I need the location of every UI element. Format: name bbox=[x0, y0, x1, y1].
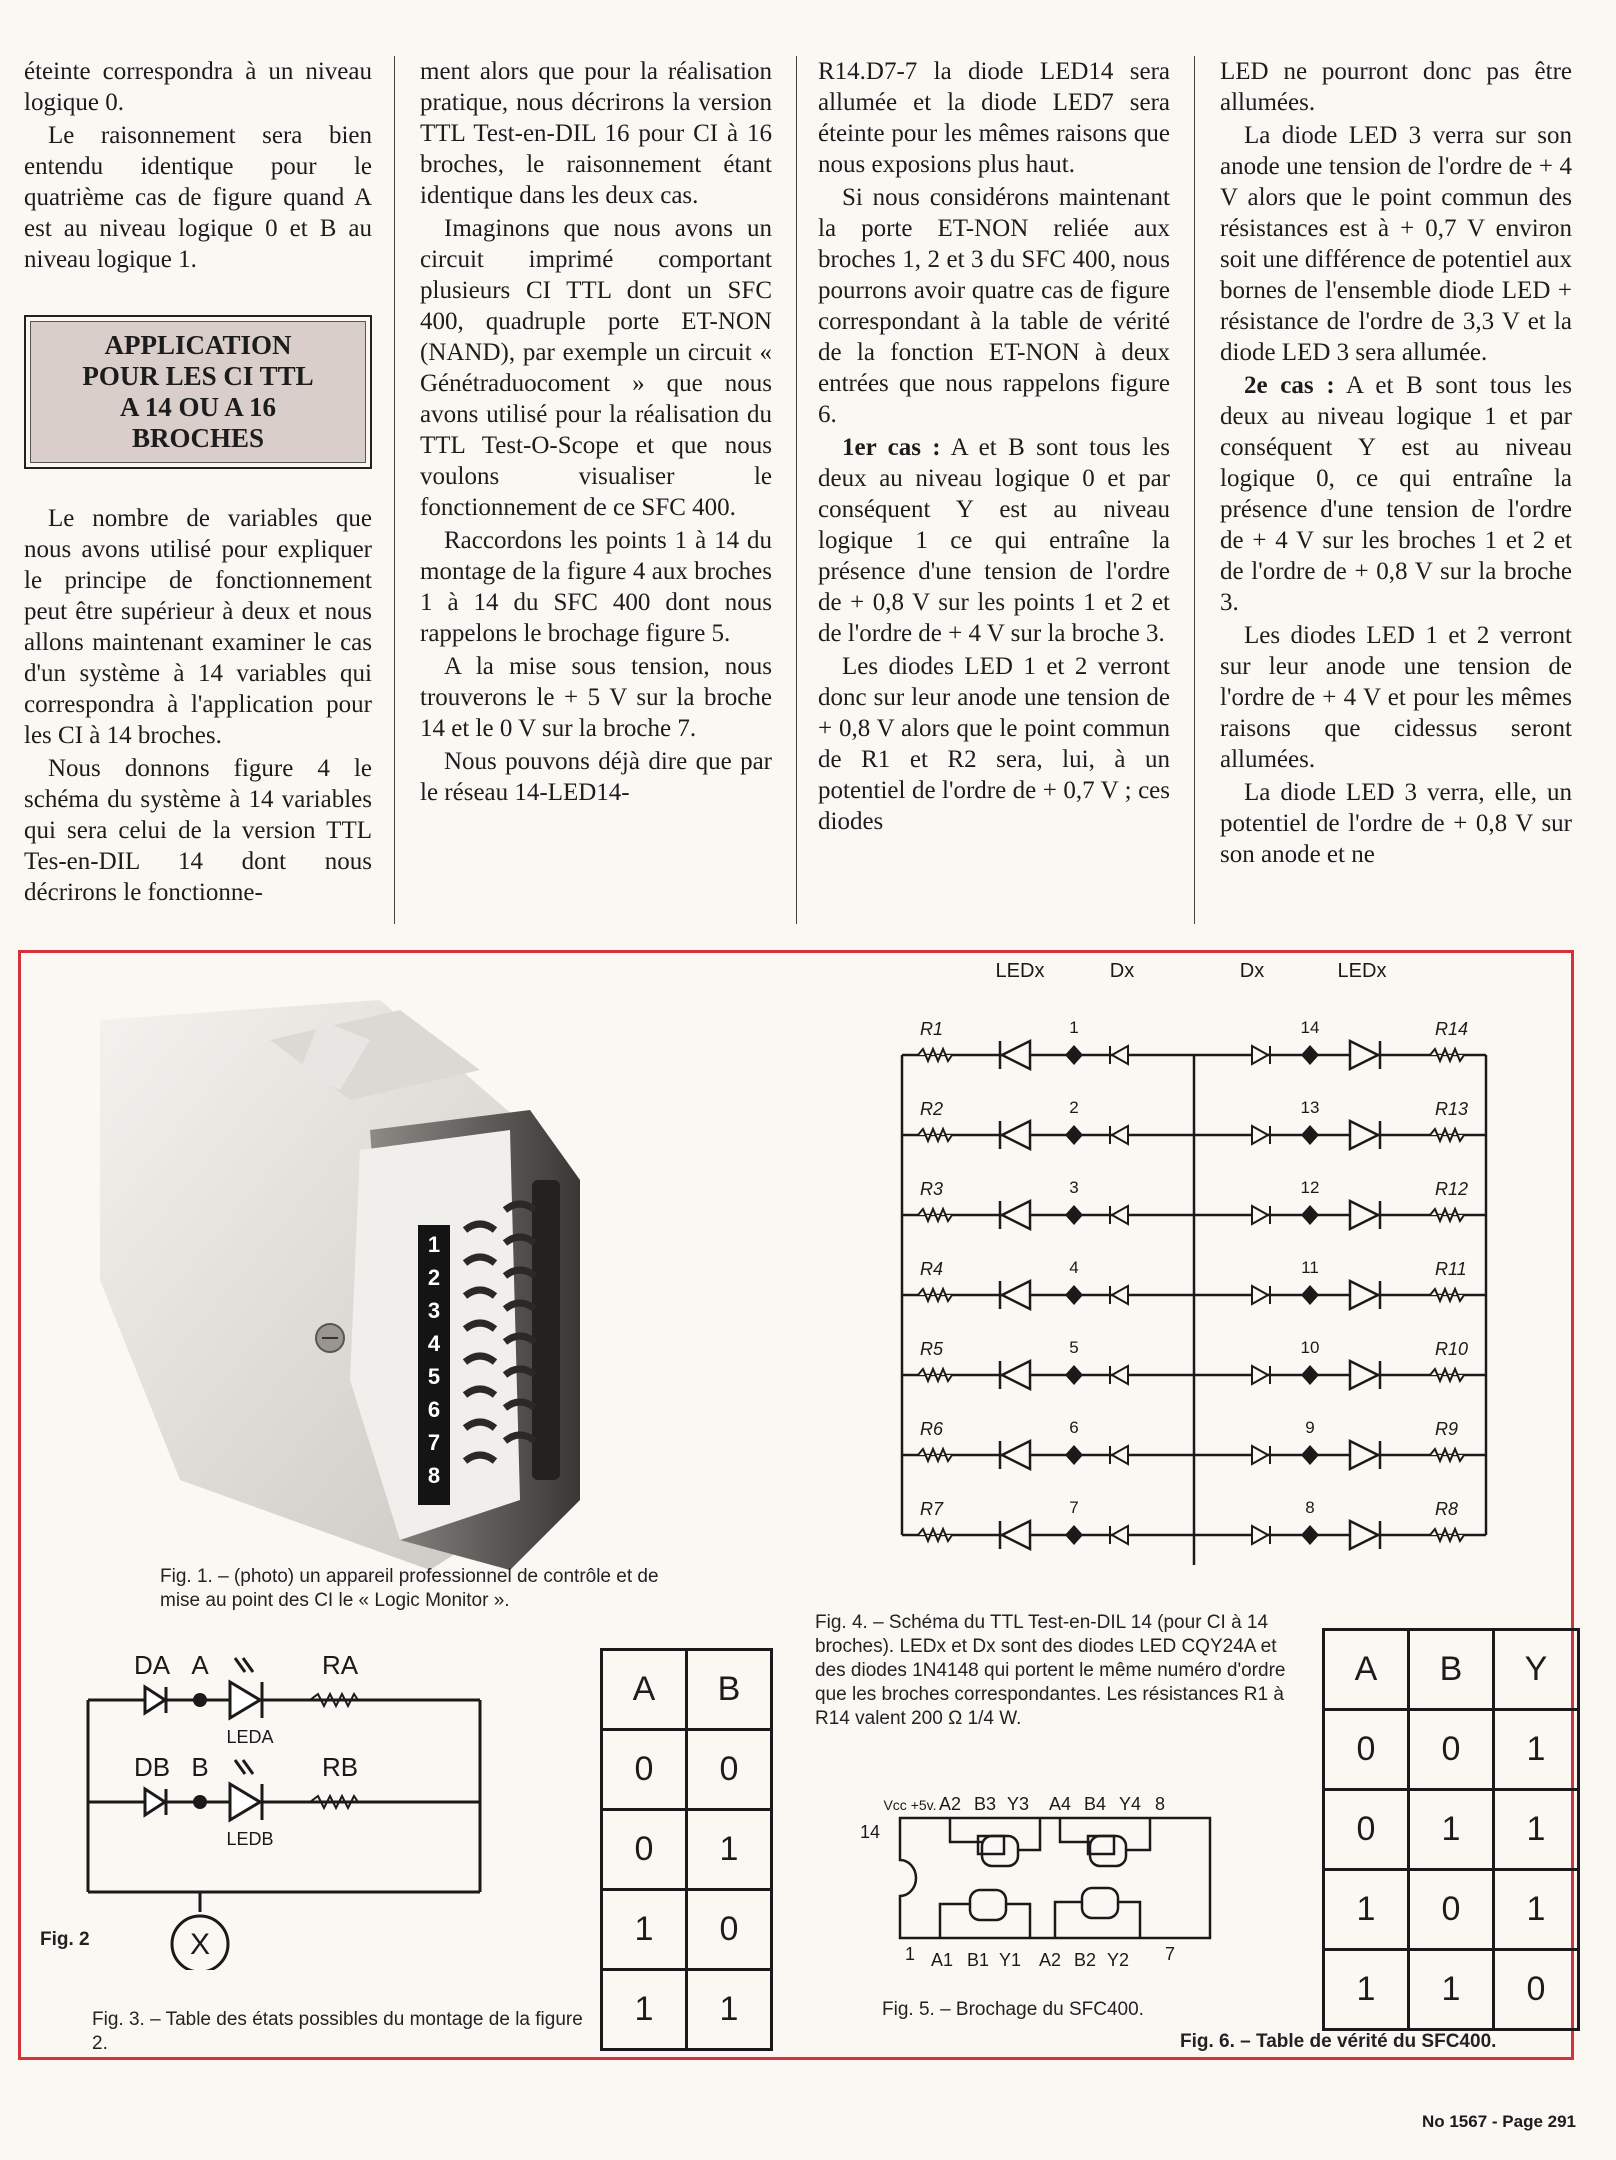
pin-number: 12 bbox=[1300, 1178, 1320, 1197]
heading-line: A 14 OU A 16 bbox=[119, 392, 277, 422]
pin-number: 14 bbox=[1300, 1018, 1320, 1037]
resistor-label: R5 bbox=[920, 1339, 944, 1359]
output-label: X bbox=[189, 1928, 211, 1961]
resistor-label: R8 bbox=[1435, 1499, 1459, 1519]
table-row: 1 0 bbox=[602, 1890, 772, 1970]
pin-label: A2 bbox=[1038, 1950, 1062, 1970]
fig5-caption: Fig. 5. – Brochage du SFC400. bbox=[882, 1999, 1144, 2020]
fig4-caption: Fig. 4. – Schéma du TTL Test-en-DIL 14 (pour CI à 14 broches). LEDx et Dx sont des diodes LED CQY24A et des diodes 1N4148 qui portent le même numéro d'ordre que les broches correspondantes. Les résistances R1 à R14 valent 200 Ω 1/4 W. bbox=[815, 1612, 1286, 1729]
table-row: 0 0 bbox=[602, 1730, 772, 1810]
fig5-pinout bbox=[850, 1770, 1230, 1985]
fig2-label: Fig. 2 bbox=[40, 1929, 90, 1950]
pin-label: B4 bbox=[1083, 1794, 1107, 1814]
pin-label: 2 bbox=[427, 1265, 441, 1290]
page-footer: No 1567 - Page 291 bbox=[1421, 2112, 1576, 2131]
pin-label: A4 bbox=[1048, 1794, 1072, 1814]
case-label: 1er cas : bbox=[842, 434, 941, 461]
pin-number: 6 bbox=[1069, 1418, 1079, 1437]
paragraph: Nous pouvons déjà dire que par le réseau 14-LED14- bbox=[420, 748, 772, 806]
node-label: A bbox=[191, 1650, 209, 1680]
paragraph: Imaginons que nous avons un circuit imprimé comportant plusieurs CI TTL dont un SFC 400, quadruple porte ET-NON (NAND), par exemple un circuit « Génétraduocoment » que nous avons utilisé pour la réalisation du TTL Test-O-Scope et que nous voulons visualiser le fonctionnement de ce SFC 400. bbox=[420, 215, 772, 521]
resistor-label: R11 bbox=[1435, 1259, 1467, 1279]
pin-number: 13 bbox=[1300, 1098, 1320, 1117]
resistor-label: R12 bbox=[1435, 1179, 1469, 1199]
paragraph: Le raisonnement sera bien entendu identique pour le quatrième cas de figure quand A est au niveau logique 0 et B au niveau logique 1. bbox=[24, 122, 372, 273]
table-row: 1 1 bbox=[602, 1970, 772, 2050]
led-label: LEDA bbox=[226, 1727, 274, 1747]
pin-label: A2 bbox=[938, 1794, 962, 1814]
text-column-2 bbox=[420, 56, 772, 810]
text-column-4 bbox=[1220, 56, 1572, 872]
case-text: A et B sont tous les deux au niveau logique 0 et par conséquent Y est au niveau logique 1 ce qui entraîne la présence d'une tension de l'ordre de + 0,8 V sur les points 1 et 2 et de l'ordre de + 4 V sur la broche 3. bbox=[818, 434, 1170, 647]
section-heading-box bbox=[24, 315, 372, 469]
heading-line: APPLICATION bbox=[104, 330, 292, 360]
pin-label: 14 bbox=[859, 1822, 881, 1842]
pin-label: 1 bbox=[427, 1232, 441, 1257]
led-label: LEDB bbox=[226, 1829, 274, 1849]
pin-number: 4 bbox=[1069, 1258, 1079, 1277]
resistor-label: R3 bbox=[920, 1179, 944, 1199]
resistor-label: R14 bbox=[1435, 1019, 1469, 1039]
resistor-label: R7 bbox=[920, 1499, 944, 1519]
fig6-truth-table bbox=[1322, 1628, 1580, 2031]
pin-label: Y4 bbox=[1118, 1794, 1142, 1814]
pin-label: 4 bbox=[427, 1331, 441, 1356]
paragraph bbox=[1220, 370, 1572, 618]
pin-label: 8 bbox=[1154, 1794, 1166, 1814]
pin-label: 1 bbox=[904, 1944, 916, 1964]
pin-label: 8 bbox=[427, 1463, 441, 1488]
logic-monitor-photo bbox=[100, 980, 680, 1570]
pin-number: 2 bbox=[1069, 1098, 1079, 1117]
column-label: LEDx bbox=[1337, 960, 1387, 982]
pin-number: 1 bbox=[1069, 1018, 1079, 1037]
pin-label: B3 bbox=[973, 1794, 997, 1814]
fig3-state-table bbox=[600, 1648, 773, 2051]
pin-label: 7 bbox=[427, 1430, 441, 1455]
pin-label: 3 bbox=[427, 1298, 441, 1323]
table-header: A bbox=[602, 1650, 687, 1730]
resistor-label: R2 bbox=[920, 1099, 944, 1119]
paragraph: Le nombre de variables que nous avons utilisé pour expliquer le principe de fonctionnement peut être supérieur à deux et nous allons maintenant examiner le cas d'un système à 14 variables qui correspondra à l'application pour les CI à 14 broches. bbox=[24, 505, 372, 749]
pin-number: 3 bbox=[1069, 1178, 1079, 1197]
table-row: 0 1 1 bbox=[1324, 1790, 1579, 1870]
paragraph: Nous donnons figure 4 le schéma du système à 14 variables qui sera celui de la version TTL Tes-en-DIL 14 dont nous décrirons le fonctionne- bbox=[24, 755, 372, 906]
pin-number: 7 bbox=[1069, 1498, 1079, 1517]
table-row: 0 0 1 bbox=[1324, 1710, 1579, 1790]
resistor-label: R1 bbox=[920, 1019, 944, 1039]
diode-label: DA bbox=[133, 1650, 171, 1680]
fig1-caption: Fig. 1. – (photo) un appareil professionnel de contrôle et de mise au point des CI le « Logic Monitor ». bbox=[160, 1566, 659, 1611]
resistor-label: R9 bbox=[1435, 1419, 1459, 1439]
fig2-schematic bbox=[40, 1640, 510, 1970]
resistor-label: R13 bbox=[1435, 1099, 1469, 1119]
pin-number: 9 bbox=[1305, 1418, 1315, 1437]
paragraph: La diode LED 3 verra, elle, un potentiel de l'ordre de + 0,8 V sur son anode et ne bbox=[1220, 779, 1572, 868]
paragraph: Si nous considérons maintenant la porte ET-NON reliée aux broches 1, 2 et 3 du SFC 400, nous pourrons avoir quatre cas de figure correspondant à la table de vérité de la fonction ET-NON à deux entrées que nous rappelons figure 6. bbox=[818, 184, 1170, 428]
pin-number: 5 bbox=[1069, 1338, 1079, 1357]
pin-label: 7 bbox=[1164, 1944, 1176, 1964]
heading-line: POUR LES CI TTL bbox=[82, 361, 314, 391]
table-header: B bbox=[687, 1650, 772, 1730]
pin-label: B1 bbox=[966, 1950, 990, 1970]
paragraph: Raccordons les points 1 à 14 du montage de la figure 4 aux broches 1 à 14 du SFC 400 dont nous rappelons le brochage figure 5. bbox=[420, 527, 772, 647]
resistor-label: R6 bbox=[920, 1419, 944, 1439]
pin-label: 5 bbox=[427, 1364, 441, 1389]
resistor-label: RB bbox=[321, 1752, 359, 1782]
column-label: LEDx bbox=[995, 960, 1045, 982]
case-label: 2e cas : bbox=[1244, 372, 1335, 399]
pin-label: 6 bbox=[427, 1397, 441, 1422]
text-column-3 bbox=[818, 56, 1170, 839]
column-label: Dx bbox=[1109, 960, 1135, 982]
table-header: A bbox=[1324, 1630, 1409, 1710]
node-label: B bbox=[191, 1752, 209, 1782]
paragraph: A la mise sous tension, nous trouverons le + 5 V sur la broche 14 et le 0 V sur la broche 7. bbox=[420, 653, 772, 742]
fig6-caption: Fig. 6. – Table de vérité du SFC400. bbox=[1180, 2031, 1497, 2052]
resistor-label: R10 bbox=[1435, 1339, 1469, 1359]
table-row: 0 1 bbox=[602, 1810, 772, 1890]
pin-label: Vcc +5v. bbox=[883, 1797, 937, 1813]
text-column-1 bbox=[24, 56, 372, 910]
table-header: Y bbox=[1494, 1630, 1579, 1710]
column-label: Dx bbox=[1239, 960, 1265, 982]
paragraph: Les diodes LED 1 et 2 verront sur leur anode une tension de l'ordre de + 4 V et pour les mêmes raisons que cidessus seront allumées. bbox=[1220, 622, 1572, 773]
pin-label: Y2 bbox=[1106, 1950, 1130, 1970]
table-row: 1 0 1 bbox=[1324, 1870, 1579, 1950]
pin-number: 11 bbox=[1301, 1258, 1319, 1277]
pin-label: Y1 bbox=[998, 1950, 1022, 1970]
pin-number: 8 bbox=[1305, 1498, 1315, 1517]
paragraph: ment alors que pour la réalisation pratique, nous décrirons la version TTL Test-en-DIL 16 pour CI à 16 broches, le raisonnement étant identique dans les deux cas. bbox=[420, 58, 772, 209]
paragraph: Les diodes LED 1 et 2 verront donc sur leur anode une tension de + 0,8 V alors que le point commun de R1 et R2 sera, lui, à un potentiel de l'ordre de + 0,7 V ; ces diodes bbox=[818, 653, 1170, 835]
table-row: 1 1 0 bbox=[1324, 1950, 1579, 2030]
table-header: B bbox=[1409, 1630, 1494, 1710]
pin-label: A1 bbox=[930, 1950, 954, 1970]
resistor-label: RA bbox=[321, 1650, 359, 1680]
diode-label: DB bbox=[133, 1752, 171, 1782]
pin-number: 10 bbox=[1300, 1338, 1320, 1357]
paragraph bbox=[818, 432, 1170, 649]
paragraph: LED ne pourront donc pas être allumées. bbox=[1220, 58, 1572, 116]
paragraph: La diode LED 3 verra sur son anode une tension de l'ordre de + 4 V alors que le point commun des résistances est à + 0,7 V environ soit une différence de potentiel aux bornes de l'ensemble diode LED + résistance de l'ordre de 3,3 V et la diode LED 3 sera allumée. bbox=[1220, 122, 1572, 366]
fig4-schematic bbox=[890, 955, 1500, 1565]
paragraph: éteinte correspondra à un niveau logique 0. bbox=[24, 58, 372, 116]
pin-label: Y3 bbox=[1006, 1794, 1030, 1814]
resistor-label: R4 bbox=[920, 1259, 944, 1279]
heading-line: BROCHES bbox=[131, 423, 265, 453]
paragraph: R14.D7-7 la diode LED14 sera allumée et la diode LED7 sera éteinte pour les mêmes raisons que nous exposions plus haut. bbox=[818, 58, 1170, 178]
fig3-caption: Fig. 3. – Table des états possibles du montage de la figure 2. bbox=[92, 2009, 583, 2054]
pin-label: B2 bbox=[1073, 1950, 1097, 1970]
case-text: A et B sont tous les deux au niveau logique 1 et par conséquent Y est au niveau logique 0, ce qui entraîne la présence d'une tension de l'ordre de + 4 V sur les broches 1 et 2 et de l'ordre de + 0,8 V sur la broche 3. bbox=[1220, 372, 1573, 616]
